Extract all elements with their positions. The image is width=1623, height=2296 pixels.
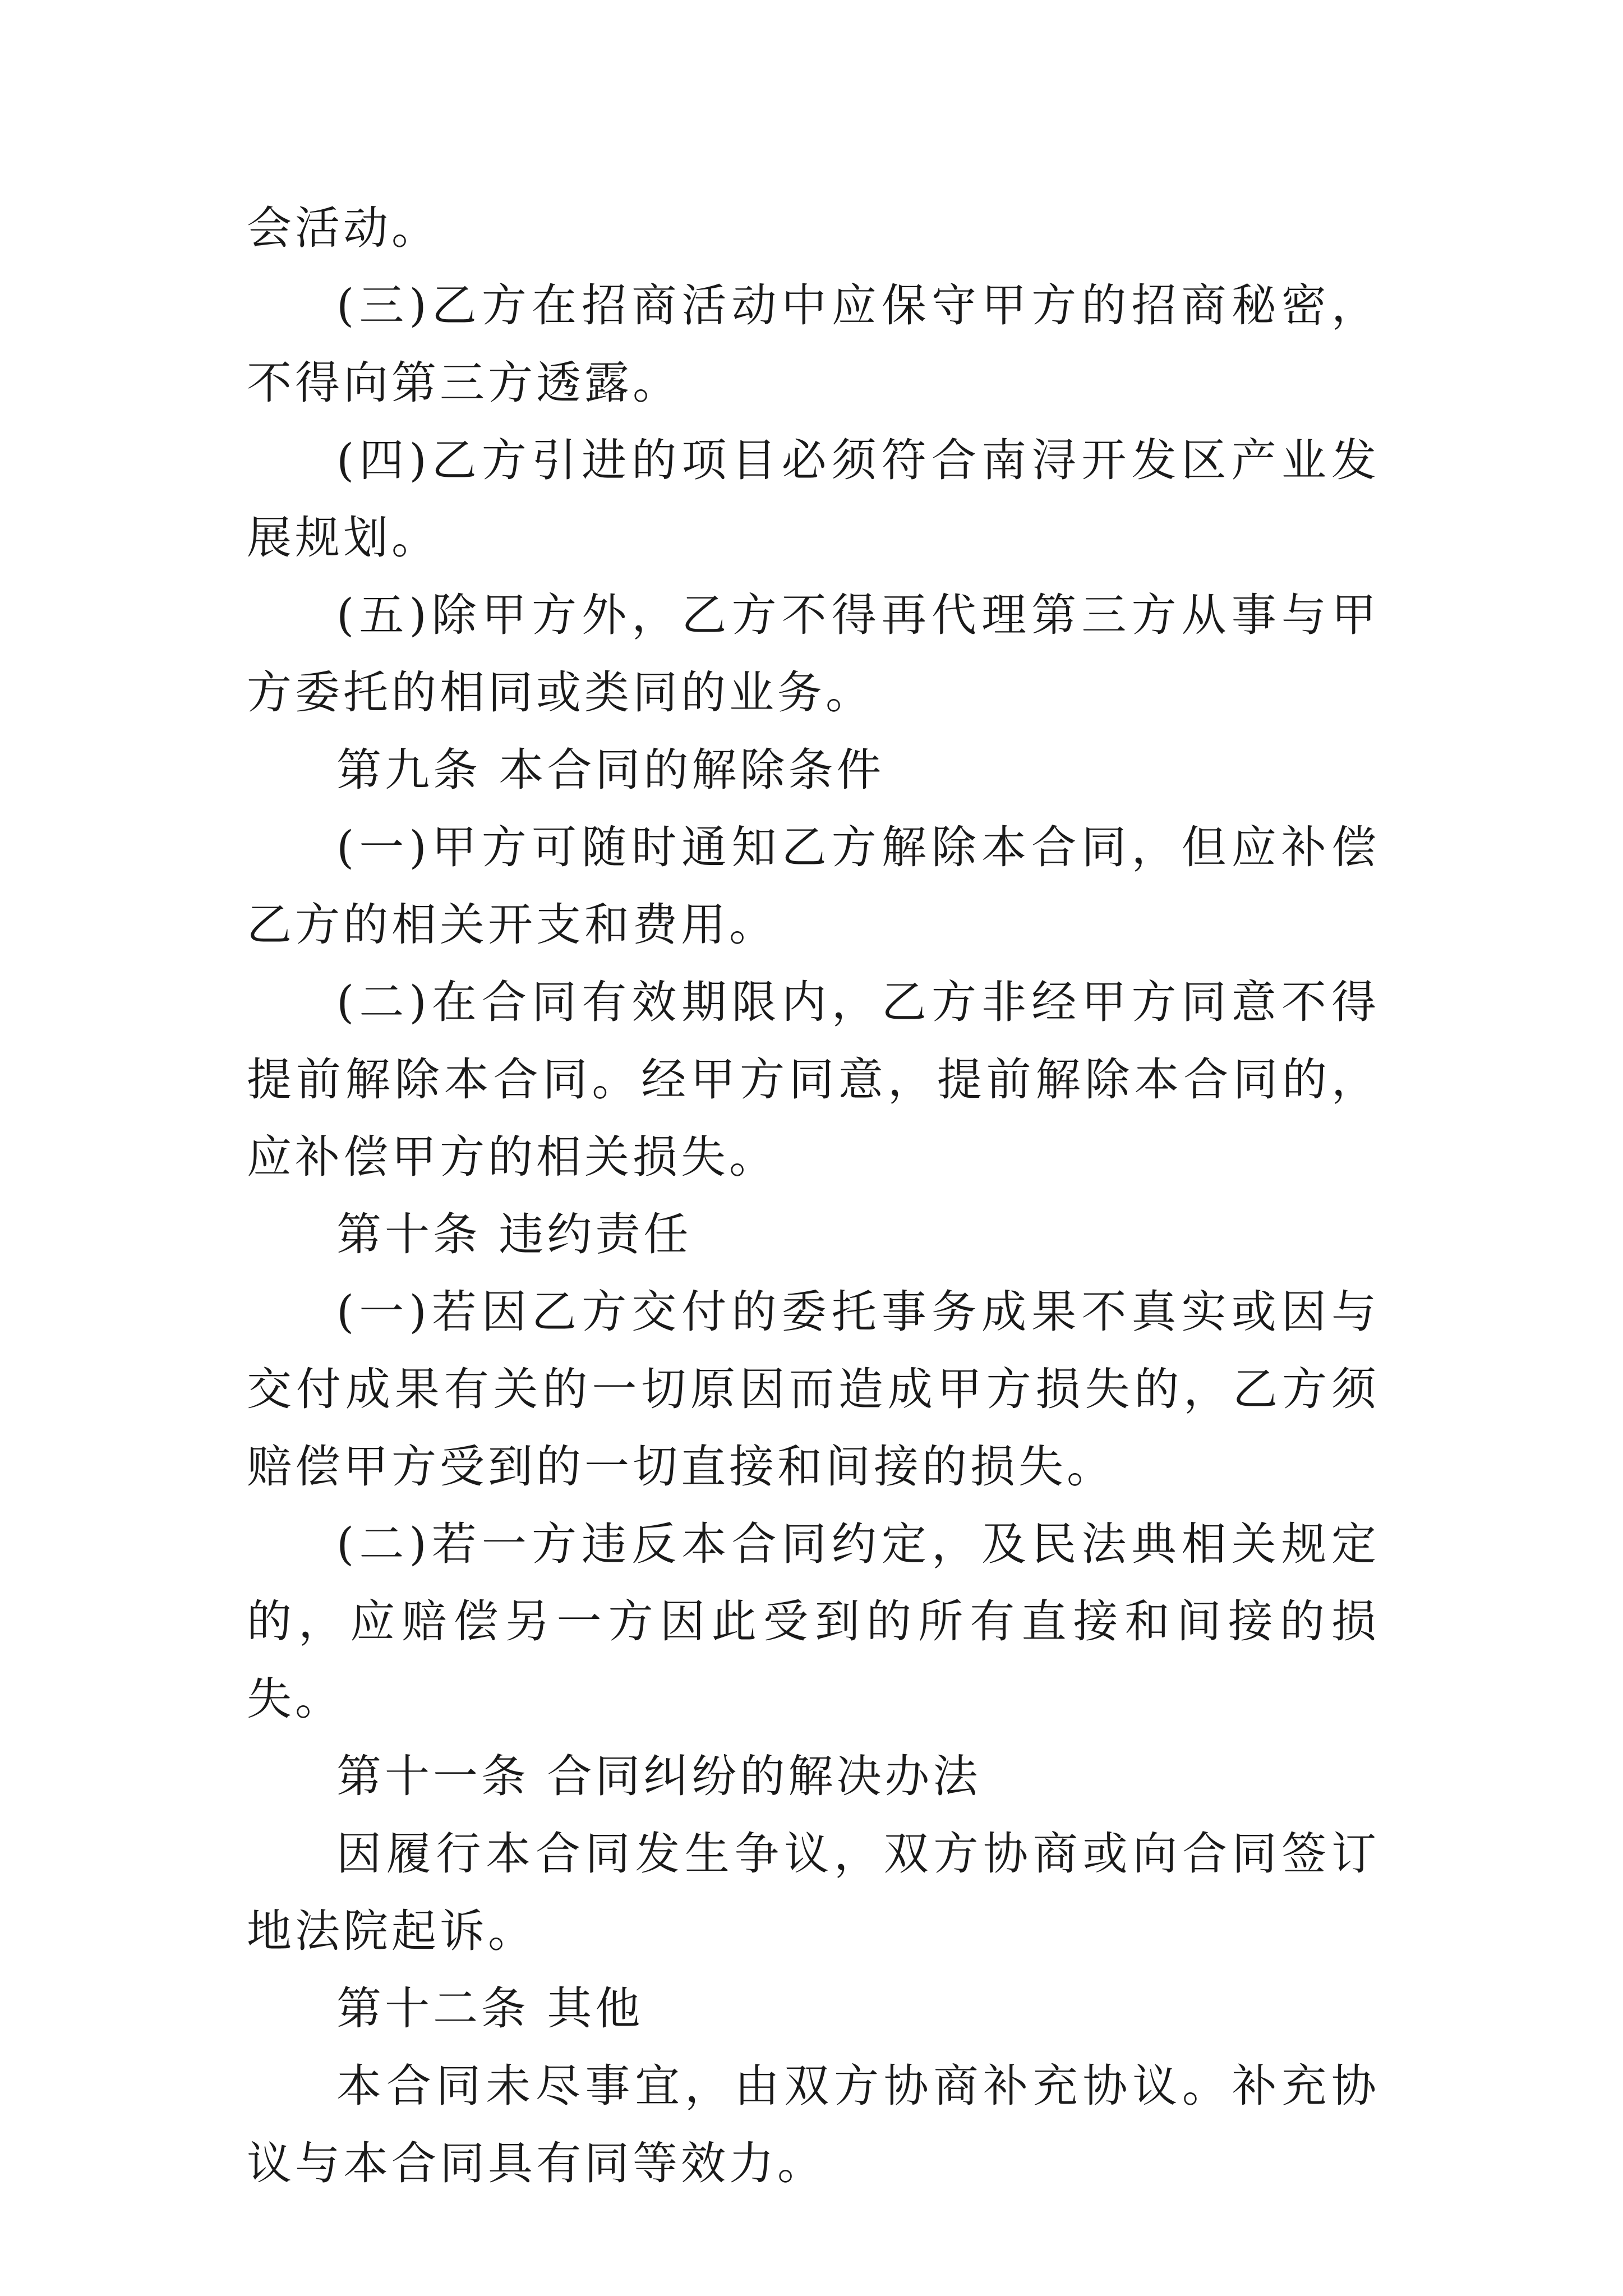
article-11-body: 因履行本合同发生争议，双方协商或向合同签订地法院起诉。 [247,1828,1380,1957]
article-12-body: 本合同未尽事宜，由双方协商补充协议。补充协议与本合同具有同等效力。 [247,2060,1380,2189]
article-9-heading: 第九条 本合同的解除条件 [336,744,885,796]
article-9-item-2: (二)在合同有效期限内，乙方非经甲方同意不得提前解除本合同。经甲方同意，提前解除本合同的，应补偿甲方的相关损失。 [247,976,1380,1183]
article-10-item-2: (二)若一方违反本合同约定，及民法典相关规定的，应赔偿另一方因此受到的所有直接和间接的损失。 [247,1518,1380,1725]
paragraph-item-5: (五)除甲方外，乙方不得再代理第三方从事与甲方委托的相同或类同的业务。 [247,589,1380,719]
article-12-heading: 第十二条 其他 [336,1982,644,2035]
paragraph-item-4: (四)乙方引进的项目必须符合南浔开发区产业发展规划。 [247,434,1380,564]
document-body [247,190,1380,2202]
article-9-item-1: (一)甲方可随时通知乙方解除本合同，但应补偿乙方的相关开支和费用。 [247,821,1380,951]
paragraph-item-3: (三)乙方在招商活动中应保守甲方的招商秘密，不得向第三方透露。 [247,279,1380,409]
paragraph-continuation: 会活动。 [247,202,440,254]
article-10-heading: 第十条 违约责任 [336,1208,692,1260]
article-11-heading: 第十一条 合同纠纷的解决办法 [336,1750,981,1802]
article-10-item-1: (一)若因乙方交付的委托事务成果不真实或因与交付成果有关的一切原因而造成甲方损失的，乙方须赔偿甲方受到的一切直接和间接的损失。 [247,1286,1380,1493]
